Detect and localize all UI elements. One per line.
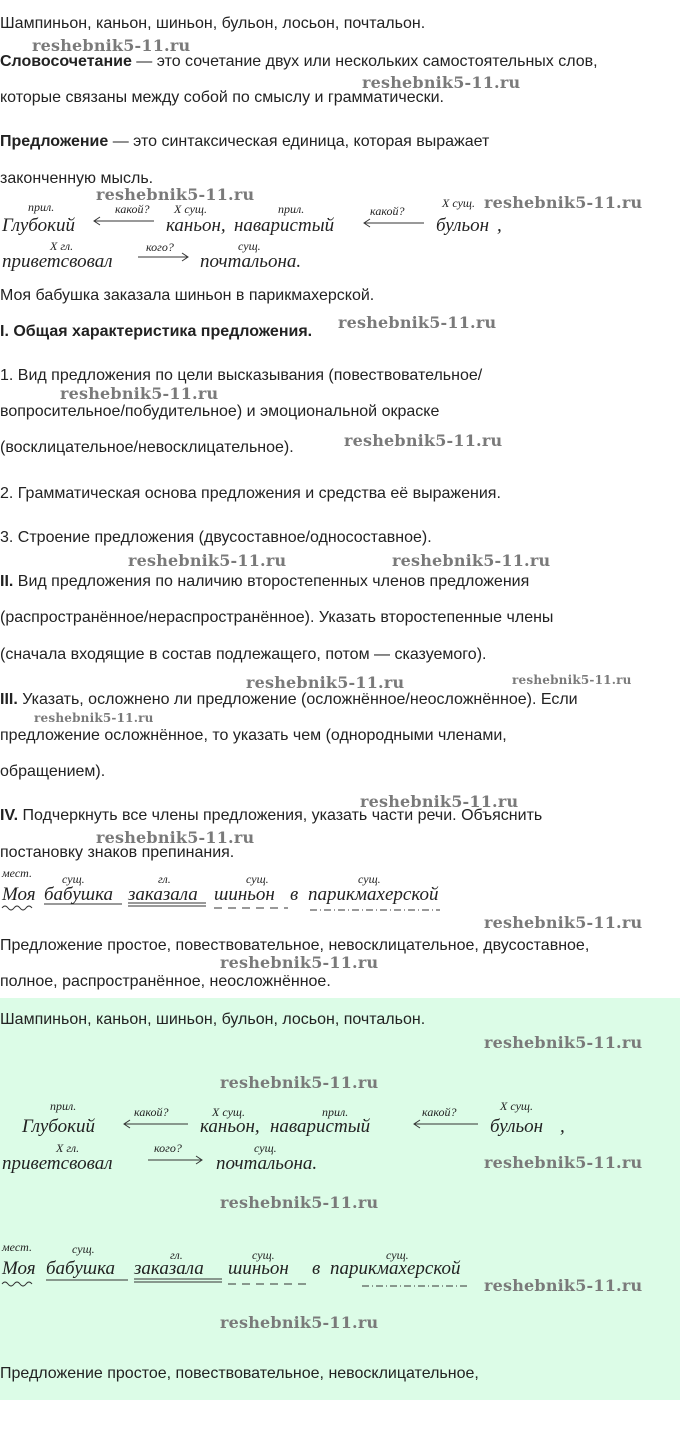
- label-noun: сущ.: [238, 239, 261, 253]
- label-x-verb: X гл.: [50, 239, 74, 253]
- plan-item-II-b: (распространённое/нераспространённое). Указать второстепенные члены: [0, 609, 554, 626]
- watermark: reshebnik5-11.ru: [60, 384, 219, 403]
- watermark: reshebnik5-11.ru: [220, 1073, 379, 1092]
- watermark: reshebnik5-11.ru: [360, 792, 519, 811]
- word-bulyon: бульон: [490, 1116, 544, 1137]
- word-glubokiy: Глубокий: [22, 1116, 95, 1137]
- plan-item-III-b: предложение осложнённое, то указать чем (однородными членами,: [0, 727, 507, 744]
- phrase-scheme-2-answer: [0, 1138, 420, 1174]
- sentence-def-1: — это синтаксическая единица, которая выражает: [108, 133, 490, 150]
- phrase-def-1: — это сочетание двух или нескольких самостоятельных слов,: [131, 53, 598, 70]
- watermark: reshebnik5-11.ru: [96, 828, 255, 847]
- word-parikmaherskoy: парикмахерской: [308, 884, 439, 905]
- label-x-noun: X сущ.: [442, 196, 475, 210]
- watermark: reshebnik5-11.ru: [220, 953, 379, 972]
- watermark: reshebnik5-11.ru: [338, 313, 497, 332]
- sentence-parse-scheme-answer: [0, 1238, 490, 1294]
- watermark: reshebnik5-11.ru: [96, 185, 255, 204]
- sentence-def-2: законченную мысль.: [0, 170, 154, 187]
- label-adj: прил.: [50, 1099, 77, 1113]
- word-moya: Моя: [2, 1258, 36, 1279]
- underline-wavy: [2, 906, 32, 910]
- label-question: кого?: [154, 1141, 182, 1155]
- label-x-noun: X сущ.: [174, 202, 207, 216]
- label-x-noun: X сущ.: [212, 1105, 245, 1119]
- word-bulyon: бульон: [436, 215, 490, 236]
- watermark: reshebnik5-11.ru: [484, 1033, 643, 1052]
- label-adj: прил.: [278, 202, 305, 216]
- plan-number: IV.: [0, 807, 19, 824]
- plan-text: Указать, осложнено ли предложение (осложнённое/неосложнённое). Если: [17, 691, 578, 708]
- word-glubokiy: Глубокий: [2, 215, 75, 236]
- word-pochtalona: почтальона.: [200, 251, 302, 271]
- watermark: reshebnik5-11.ru: [32, 36, 191, 55]
- phrase-def-2: которые связаны между собой по смыслу и грамматически.: [0, 89, 444, 106]
- label-noun: сущ.: [62, 872, 85, 886]
- label-question: какой?: [422, 1105, 457, 1119]
- label-question: какой?: [370, 204, 405, 218]
- phrase-scheme-1-answer: [0, 1094, 580, 1140]
- label-noun: сущ.: [254, 1141, 277, 1155]
- word-navaristy: наваристый: [234, 215, 335, 236]
- plan-item-3: 3. Строение предложения (двусоставное/односоставное).: [0, 529, 432, 546]
- comma: ,: [497, 215, 502, 236]
- label-noun: сущ.: [358, 872, 381, 886]
- word-babushka: бабушка: [46, 1258, 116, 1279]
- word-parikmaherskoy: парикмахерской: [330, 1258, 461, 1279]
- watermark: reshebnik5-11.ru: [484, 1153, 643, 1172]
- words-line: Шампиньон, каньон, шиньон, бульон, лосьон, почтальон.: [0, 15, 426, 32]
- label-noun: сущ.: [386, 1248, 409, 1262]
- plan-number: III.: [0, 691, 18, 708]
- plan-item-1c: (восклицательное/невосклицательное).: [0, 439, 294, 456]
- watermark: reshebnik5-11.ru: [484, 193, 643, 212]
- phrase-scheme-2: [0, 237, 420, 271]
- plan-text: Вид предложения по наличию второстепенных членов предложения: [13, 573, 530, 590]
- plan-item-III-c: обращением).: [0, 763, 106, 780]
- word-shinyon: шиньон: [228, 1258, 289, 1279]
- word-moya: Моя: [2, 884, 36, 905]
- plan-item-IV-b: постановку знаков препинания.: [0, 844, 235, 861]
- watermark: reshebnik5-11.ru: [344, 431, 503, 450]
- plan-item-1a: 1. Вид предложения по цели высказывания (повествовательное/: [0, 367, 483, 384]
- label-question: какой?: [134, 1105, 169, 1119]
- phrase-scheme-1: [0, 195, 560, 241]
- watermark: reshebnik5-11.ru: [246, 673, 405, 692]
- watermark: reshebnik5-11.ru: [128, 551, 287, 570]
- label-verb: гл.: [158, 872, 171, 886]
- watermark: reshebnik5-11.ru: [392, 551, 551, 570]
- label-noun: сущ.: [246, 872, 269, 886]
- label-noun: сущ.: [252, 1248, 275, 1262]
- conclusion-answer: Предложение простое, повествовательное, невосклицательное,: [0, 1365, 479, 1382]
- label-adj: прил.: [322, 1105, 349, 1119]
- word-zakazala: заказала: [134, 1258, 204, 1279]
- watermark: reshebnik5-11.ru: [34, 711, 154, 725]
- label-verb: гл.: [170, 1248, 183, 1262]
- label-pronoun: мест.: [2, 1240, 32, 1254]
- watermark: reshebnik5-11.ru: [484, 1276, 643, 1295]
- sentence-term: Предложение: [0, 133, 109, 150]
- word-shinyon: шиньон: [214, 884, 275, 905]
- label-adj: прил.: [28, 200, 55, 214]
- plan-title: I. Общая характеристика предложения.: [0, 323, 313, 340]
- sentence-definition: [0, 132, 489, 152]
- watermark: reshebnik5-11.ru: [512, 673, 632, 687]
- phrase-term: Словосочетание: [0, 53, 132, 70]
- sentence-parse-scheme-1: [0, 866, 470, 918]
- plan-item-II: [0, 572, 529, 592]
- plan-number: II.: [0, 573, 14, 590]
- word-pochtalona: почтальона.: [216, 1153, 318, 1174]
- plan-item-II-c: (сначала входящие в состав подлежащего, потом — сказуемого).: [0, 646, 487, 663]
- label-question: кого?: [146, 240, 174, 254]
- task-sentence: Моя бабушка заказала шиньон в парикмахерской.: [0, 287, 375, 304]
- word-kanyon: каньон,: [166, 215, 226, 236]
- watermark: reshebnik5-11.ru: [362, 73, 521, 92]
- watermark: reshebnik5-11.ru: [220, 1313, 379, 1332]
- plan-item-III: [0, 690, 578, 710]
- word-privetsvoval: приветсвовал: [2, 1153, 113, 1174]
- watermark: reshebnik5-11.ru: [484, 913, 643, 932]
- conclusion-line-2: полное, распространённое, неосложнённое.: [0, 973, 331, 990]
- word-v: в: [290, 884, 299, 905]
- word-zakazala: заказала: [128, 884, 198, 905]
- plan-item-IV: [0, 806, 542, 826]
- label-x-noun: X сущ.: [500, 1099, 533, 1113]
- conclusion-line-1: Предложение простое, повествовательное, невосклицательное, двусоставное,: [0, 937, 590, 954]
- words-line: Шампиньон, каньон, шиньон, бульон, лосьон, почтальон.: [0, 1011, 426, 1028]
- plan-item-1b: вопросительное/побудительное) и эмоциональной окраске: [0, 403, 440, 420]
- label-noun: сущ.: [72, 1242, 95, 1256]
- word-kanyon: каньон,: [200, 1116, 260, 1137]
- plan-item-2: 2. Грамматическая основа предложения и средства её выражения.: [0, 485, 501, 502]
- word-v: в: [312, 1258, 321, 1279]
- label-x-verb: X гл.: [56, 1141, 80, 1155]
- watermark: reshebnik5-11.ru: [220, 1193, 379, 1212]
- word-babushka: бабушка: [44, 884, 114, 905]
- comma: ,: [560, 1116, 565, 1137]
- label-pronoun: мест.: [2, 866, 32, 880]
- plan-text: Подчеркнуть все члены предложения, указать части речи. Объяснить: [18, 807, 543, 824]
- word-privetsvoval: приветсвовал: [2, 251, 113, 271]
- underline-wavy: [2, 1282, 32, 1286]
- word-navaristy: наваристый: [270, 1116, 371, 1137]
- phrase-definition: [0, 52, 598, 72]
- label-question: какой?: [115, 202, 150, 216]
